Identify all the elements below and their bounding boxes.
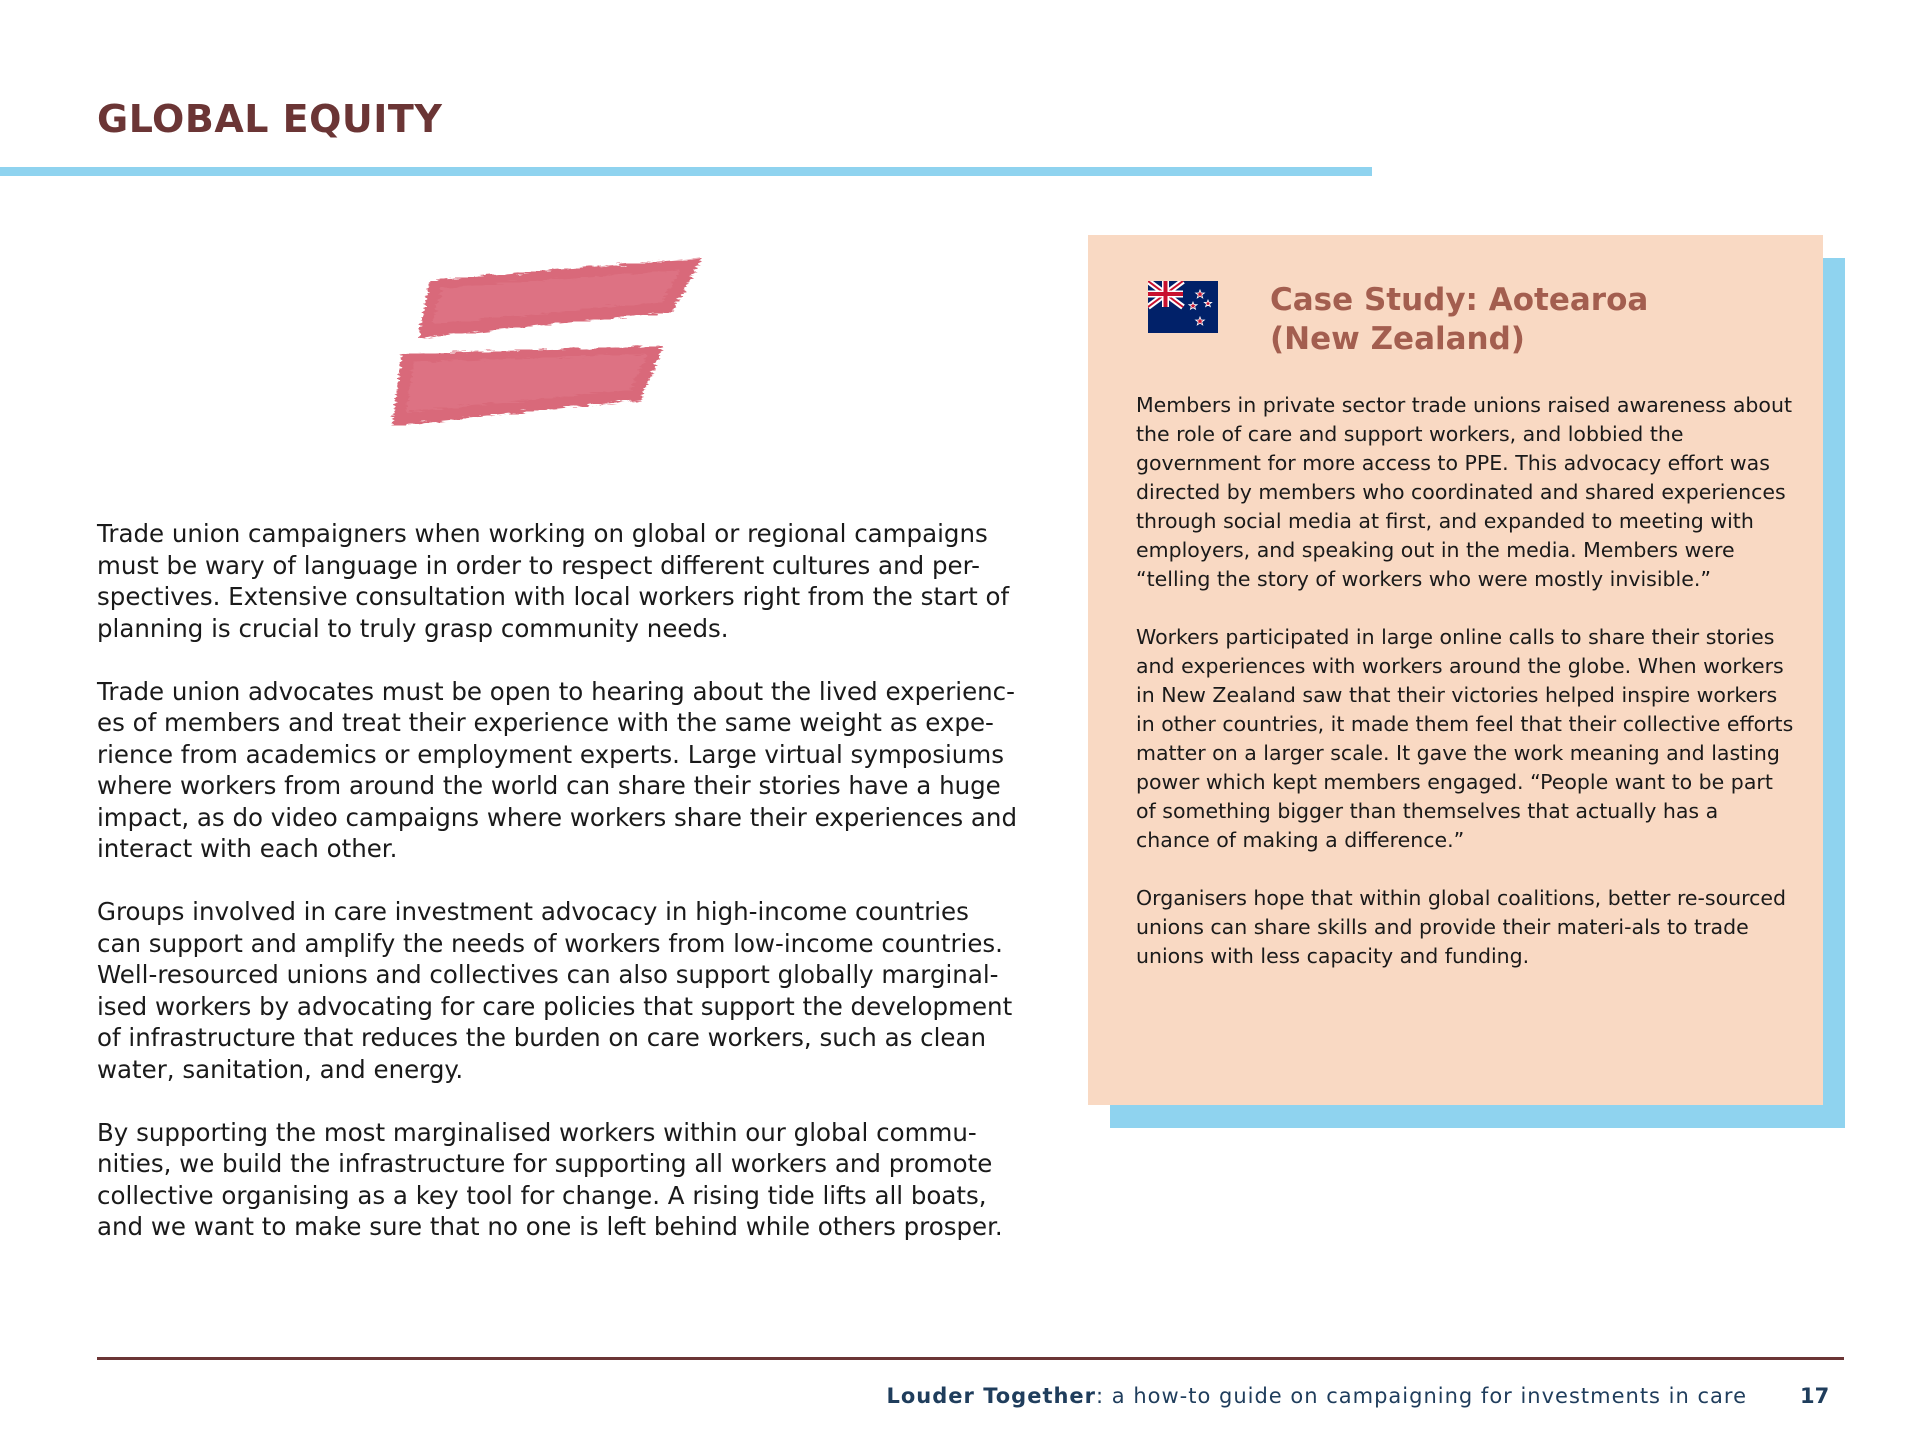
equals-brush-icon bbox=[380, 250, 720, 440]
body-paragraph: Groups involved in care investment advocacy in high-income countries can support and amplify the needs of workers from low-income countries. Well-resourced unions and collectives can also support globally marginal-ised workers by advocating for care policies that support the development of infrastructure that reduces the burden on care workers, such as clean water, sanitation, and energy. bbox=[97, 897, 1013, 1084]
new-zealand-flag-icon bbox=[1148, 281, 1218, 333]
case-study-paragraph: Members in private sector trade unions raised awareness about the role of care and support workers, and lobbied the government for more access to PPE. This advocacy effort was directed by members who coordinated and shared experiences through social media at first, and expanded to meeting with employers, and speaking out in the media. Members were “telling the story of workers who were mostly invisible.” bbox=[1136, 393, 1793, 591]
page-number: 17 bbox=[1800, 1384, 1830, 1408]
footer-publication bbox=[887, 1384, 1748, 1408]
footer-publication-title: Louder Together bbox=[886, 1384, 1097, 1408]
main-body bbox=[97, 518, 1017, 1274]
body-paragraph: Trade union advocates must be open to hearing about the lived experienc-es of members and treat their experience with the same weight as expe-rience from academics or employment experts. Large virtual symposiums where workers from around the world can share their stories have a huge impact, as do video campaigns where workers share their experiences and interact with each other. bbox=[97, 676, 1018, 863]
footer-subtitle: : a how-to guide on campaigning for investments in care bbox=[1096, 1384, 1747, 1408]
case-study-paragraph: Workers participated in large online calls to share their stories and experiences with workers around the globe. When workers in New Zealand saw that their victories helped inspire workers in other countries, it made them feel that their collective efforts matter on a larger scale. It gave the work meaning and lasting power which kept members engaged. “People want to be part of something bigger than themselves that actually has a chance of making a difference.” bbox=[1136, 625, 1794, 852]
body-paragraph: By supporting the most marginalised workers within our global commu-nities, we build the infrastructure for supporting all workers and promote collective organising as a key tool for change. A rising tide lifts all boats, and we want to make sure that no one is left behind while others prosper. bbox=[97, 1117, 1003, 1241]
case-study-title-line2: (New Zealand) bbox=[1270, 321, 1525, 357]
case-study-title bbox=[1270, 281, 1770, 359]
case-study-title-line1: Case Study: Aotearoa bbox=[1270, 282, 1649, 318]
page-title: GLOBAL EQUITY bbox=[97, 97, 443, 141]
case-study-paragraph: Organisers hope that within global coalitions, better re-sourced unions can share skills and provide their materi-als to trade unions with less capacity and funding. bbox=[1136, 886, 1787, 968]
title-divider bbox=[0, 167, 1372, 176]
footer-divider bbox=[97, 1357, 1844, 1360]
case-study-box bbox=[1088, 235, 1823, 1105]
case-study-body bbox=[1136, 391, 1796, 1000]
body-paragraph: Trade union campaigners when working on global or regional campaigns must be wary of language in order to respect different cultures and per-spectives. Extensive consultation with local workers right from the start of planning is crucial to truly grasp community needs. bbox=[97, 519, 1010, 643]
